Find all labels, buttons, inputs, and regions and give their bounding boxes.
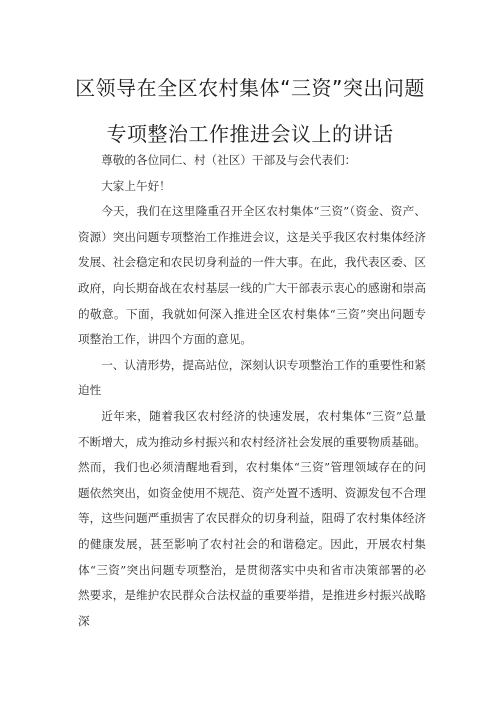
- body-paragraph: 近年来，随着我区农村经济的快速发展，农村集体“三资”总量不断增大，成为推动乡村振兴和农村经济社会发展的重要物质基础。然而，我们也必须清醒地看到，农村集体“三资”管理领域存在的问题依然突出，如资金使用不规范、资产处置不透明、资源发包不合理等，这些问题严重损害了农民群众的切身利益，阻碍了农村集体经济的健康发展，甚至影响了农村社会的和谐稳定。因此，开展农村集体“三资”突出问题专项整治，是贯彻落实中央和省市决策部署的必然要求，是维护农民群众合法权益的重要举措，是推进乡村振兴战略深: [78, 408, 426, 628]
- document-title-line-1: 区领导在全区农村集体“三资”突出问题: [75, 76, 425, 100]
- intro-paragraph: 今天，我们在这里隆重召开全区农村集体“三资”（资金、资产、资源）突出问题专项整治工作推进会议，这是关乎我区农村集体经济发展、社会稳定和农民切身利益的一件大事。在此，我代表区委、区政府，向长期奋战在农村基层一线的广大干部表示衷心的感谢和崇高的敬意。下面，我就如何深入推进全区农村集体“三资”突出问题专项整治工作，讲四个方面的意见。: [78, 204, 426, 347]
- document-title-line-2: 专项整治工作推进会议上的讲话: [106, 122, 394, 146]
- document-body: [78, 148, 426, 634]
- section-heading-1: 一、认清形势，提高站位，深刻认识专项整治工作的重要性和紧迫性: [78, 357, 426, 398]
- greeting: 大家上午好！: [101, 178, 171, 193]
- salutation: 尊敬的各位同仁、村（社区）干部及与会代表们：: [101, 153, 357, 167]
